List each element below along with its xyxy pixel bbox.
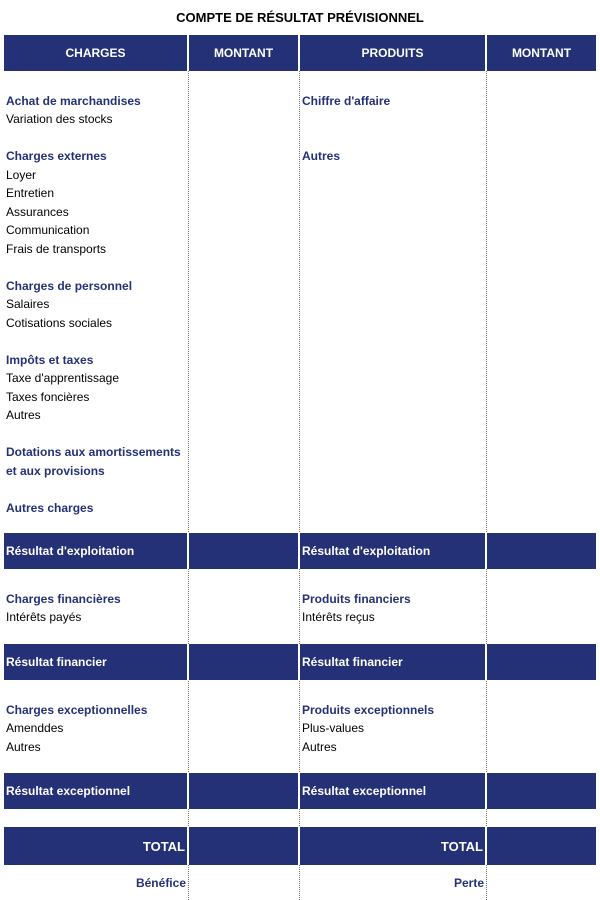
- resultat-financier-left: Résultat financier: [6, 655, 107, 669]
- charges-achat-item: Variation des stocks: [6, 112, 113, 126]
- produits-financiers-item: Intérêts reçus: [302, 610, 375, 624]
- benefice-label: Bénéfice: [135, 876, 186, 890]
- charges-externes-item: Frais de transports: [6, 242, 107, 256]
- total-right: TOTAL: [440, 839, 483, 854]
- charges-impots-item: Taxe d'apprentissage: [6, 371, 120, 385]
- perte-label: Perte: [453, 876, 484, 890]
- produits-financiers-heading: Produits financiers: [302, 592, 411, 606]
- resultat-exploitation-right: Résultat d'exploitation: [302, 544, 431, 558]
- produits-exceptionnels-heading: Produits exceptionnels: [302, 703, 435, 717]
- charges-externes-item: Assurances: [6, 205, 69, 219]
- band-separator: [298, 773, 300, 809]
- charges-impots-heading: Impôts et taxes: [6, 353, 94, 367]
- band-separator: [187, 827, 189, 865]
- charges-externes-heading: Charges externes: [6, 149, 107, 163]
- charges-externes-item: Entretien: [6, 186, 55, 200]
- band-separator: [485, 533, 487, 569]
- charges-autres-heading: Autres charges: [6, 501, 94, 515]
- charges-exceptionnelles-item: Autres: [6, 740, 41, 754]
- band-separator: [187, 644, 189, 680]
- column-divider-2: [299, 35, 300, 900]
- produits-exceptionnels-item: Plus-values: [302, 721, 365, 735]
- band-separator: [485, 773, 487, 809]
- charges-financieres-item: Intérêts payés: [6, 610, 82, 624]
- charges-achat-heading: Achat de marchandises: [6, 94, 141, 108]
- charges-personnel-item: Salaires: [6, 297, 50, 311]
- charges-impots-item: Taxes foncières: [6, 390, 90, 404]
- header-charges: CHARGES: [65, 46, 126, 60]
- column-divider-3: [486, 35, 487, 900]
- produits-autres-heading: Autres: [302, 149, 341, 163]
- produits-exceptionnels-item: Autres: [302, 740, 337, 754]
- charges-personnel-heading: Charges de personnel: [6, 279, 133, 293]
- charges-impots-item: Autres: [6, 408, 41, 422]
- total-left: TOTAL: [142, 839, 185, 854]
- header-produits: PRODUITS: [361, 46, 424, 60]
- band-separator: [298, 533, 300, 569]
- charges-externes-item: Loyer: [6, 168, 37, 182]
- resultat-financier-right: Résultat financier: [302, 655, 403, 669]
- resultat-exceptionnel-right: Résultat exceptionnel: [302, 784, 427, 798]
- band-separator: [187, 773, 189, 809]
- charges-financieres-heading: Charges financières: [6, 592, 121, 606]
- charges-dotations-heading-line2: et aux provisions: [6, 464, 105, 478]
- charges-dotations-heading-line1: Dotations aux amortissements: [6, 445, 181, 459]
- charges-exceptionnelles-item: Amenddes: [6, 721, 64, 735]
- band-separator: [485, 644, 487, 680]
- band-separator: [298, 644, 300, 680]
- resultat-exceptionnel-left: Résultat exceptionnel: [6, 784, 131, 798]
- header-montant-right: MONTANT: [511, 46, 572, 60]
- charges-exceptionnelles-heading: Charges exceptionnelles: [6, 703, 148, 717]
- resultat-exploitation-left: Résultat d'exploitation: [6, 544, 135, 558]
- produits-ca-heading: Chiffre d'affaire: [302, 94, 391, 108]
- band-separator: [485, 827, 487, 865]
- charges-personnel-item: Cotisations sociales: [6, 316, 113, 330]
- column-divider-1: [188, 35, 189, 900]
- header-montant-left: MONTANT: [213, 46, 274, 60]
- band-separator: [187, 533, 189, 569]
- page-title: COMPTE DE RÉSULTAT PRÉVISIONNEL: [176, 10, 424, 25]
- charges-externes-item: Communication: [6, 223, 90, 237]
